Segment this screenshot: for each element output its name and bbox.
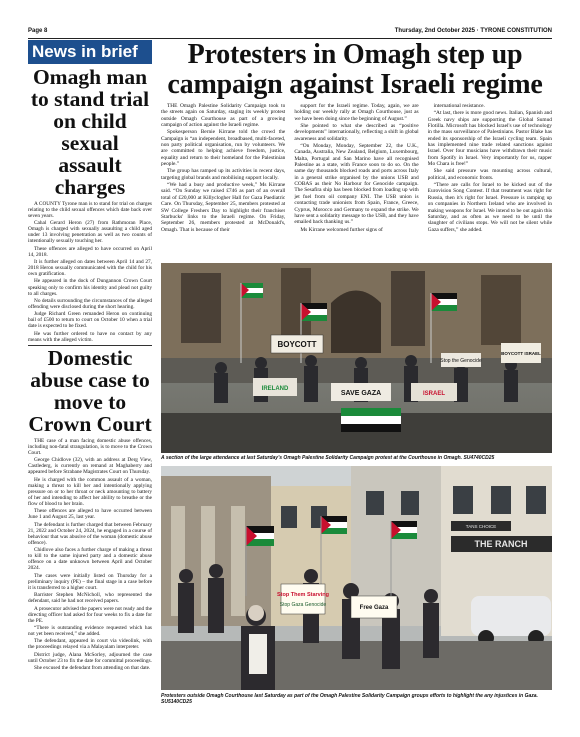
sign-text: Stop the Genocide xyxy=(440,358,482,364)
main-paragraph: The group has ramped up its activities in recent days, targeting global brands and mobilising support locally. xyxy=(161,168,286,181)
shop-sign-text: TANS CHOICE xyxy=(465,524,497,529)
main-paragraph: Spokesperson Bernie Kirrane told the crowd the Campaign is “an independent, broadbased, multi-faceted, non party political organisation, run by volunteers. We are committed to helping achieve freedom, justice, equality and return to their homeland for the Palestinian people.” xyxy=(161,129,286,168)
photo-1-caption: A section of the large attendance at last Saturday's Omagh Palestine Solidarity Campaign protest at the Courthouse in Omagh. SU4740CD25 xyxy=(161,455,495,461)
main-paragraph: She said pressure was mounting across cultural, political, and economic fronts. xyxy=(427,168,552,181)
main-headline: Protesters in Omagh step up campaign against Israeli regime xyxy=(167,39,543,100)
story2-paragraph: A prosecutor advised the papers were not ready and the directing officer had asked for four weeks to fix a date for the PE. xyxy=(28,605,152,624)
story2-headline: Domestic abuse case to move to Crown Court xyxy=(28,345,152,436)
story2-paragraph: “There is outstanding evidence requested which has not yet been received,” she added. xyxy=(28,625,152,638)
story1-paragraph: He was further ordered to have no contact by any means with the alleged victim. xyxy=(28,330,152,343)
story2-paragraph: District judge, Alana McSorley, adjourned the case until October 23 to fix the date for committal proceedings. xyxy=(28,651,152,664)
story2-paragraph: Barrister Stephen McNicholl, who represented the defendant, said he had not received papers. xyxy=(28,592,152,605)
story2-paragraph: The defendant, appeared in court via videolink, with the proceedings relayed via a Malayalam interpreter. xyxy=(28,638,152,651)
story2-paragraph: Chidlove also faces a further charge of making a threat to kill to the same injured party and a domestic abuse offence on a date unknown between April and October 2024. xyxy=(28,547,152,572)
sign-text: Free Gaza xyxy=(359,605,389,611)
main-paragraph: “We had a busy and productive week,” Ms Kirrane said. “On Sunday we raised £746 as part of an overall total of £20,000 at Killyclogher Hall for Gaza Paediatric Care. On Thursday, September 25, members protested at SW College Freshers Day to highlight their franchiser Starbucks' links to the Israeli regime. On Friday, September 26, members protested at McDonald's, Omagh. That is because of their xyxy=(161,182,286,233)
protest-photo-2 xyxy=(161,466,552,690)
story1-paragraph: No details surrounding the circumstances of the alleged offending were disclosed during the short hearing. xyxy=(28,297,152,310)
protest-photo-1-graphic xyxy=(161,263,552,453)
main-story-column-2 xyxy=(294,103,418,261)
page-header xyxy=(28,26,552,39)
news-in-brief-column xyxy=(28,40,152,672)
main-paragraph: “At last, there is more good news. Italian, Spanish and Greek navy ships are supporting the Global Sumud Flotilla. Microsoft has blocked Israel's use of technology in the mass surveillance of Palestinians. Pastor Blake has ended its sponsorship of the Israeli cycling team. Spain has implemented nine trade related sanctions against Israel. Over four musicians have withdrawn their music from Spotify in Israel. Very importantly for us, rapper Mo Chara is free!” xyxy=(427,110,552,168)
story1-paragraph: Cahal Gerard Heron (27) from Rathmoran Place, Omagh is charged with sexually assaulting a child aged under 13 involving penetration as well as two counts of intentionally sexually touching her. xyxy=(28,220,152,245)
story2-paragraph: The defendant is further charged that between February 21, 2022 and October 24, 2024, he engaged in a course of behaviour that was abusive of the woman (domestic abuse offence). xyxy=(28,521,152,546)
story1-paragraph: These offences are alleged to have occurred on April 14, 2018. xyxy=(28,245,152,258)
protest-photo-1 xyxy=(161,263,552,453)
story1-body xyxy=(28,201,152,343)
main-paragraph: international resistance. xyxy=(433,103,485,109)
story2-paragraph: THE case of a man facing domestic abuse offences, including non-fatal strangulation, is to move to the Crown Court. xyxy=(28,437,152,456)
story2-paragraph: These offences are alleged to have occurred between June 1 and August 25, last year. xyxy=(28,508,152,521)
main-paragraph: support for the Israeli regime. Today, again, we are holding our weekly rally at Omagh Courthouse, just as we have been doing since the beginning of August.” xyxy=(294,103,419,122)
news-in-brief-banner: News in brief xyxy=(28,40,152,64)
story1-paragraph: A COUNTY Tyrone man is to stand for trial on charges relating to the child sexual offences which date back over seven years. xyxy=(28,200,152,219)
main-paragraph: “On Monday, Monday, September 22, the U.K., Canada, Australia, New Zealand, Belgium, Luxembourg, Malta, Portugal and San Marino have all recognised Palestine as a state, with France soon to do so. On the same day thousands blocked roads and ports across Italy in a general strike organised by the unions USB and COBAS as their No Harbour for Genocide campaign. The Sesafira ship has been blocked from loading up with jet fuel from oil company ENI. The USB union is contacting trade unionists from Spain, France, Greece, Cyprus, Morocco and Germany to expand the strike. We have sent a solidarity message to the USB, and they have emailed back thanking us.” xyxy=(294,143,419,226)
story2-paragraph: George Chidlove (32), with an address at Derg View, Castlederg, is currently on remand at Maghaberry and appeared before Strabane Magistrates Court on Thursday. xyxy=(28,457,152,476)
story1-paragraph: Judge Richard Green remanded Heron on continuing bail of £500 to return to court on October 10 when a trial date is expected to be fixed. xyxy=(28,311,152,330)
main-paragraph: She pointed to what she described as “positive developments” internationally, reflecting a shift in global awareness and solidarity. xyxy=(294,123,419,142)
sign-text: Stop Gaza Genocide xyxy=(279,602,327,608)
main-paragraph: THE Omagh Palestine Solidarity Campaign took to the streets again on Saturday, staging its weekly protest outside Omagh Courthouse as part of a growing campaign of action against the Israeli regime. xyxy=(161,103,286,129)
story2-paragraph: She excused the defendant from attending on that date. xyxy=(34,665,151,672)
main-story-column-3 xyxy=(428,103,552,261)
sign-text: BOYCOTT xyxy=(277,340,317,349)
story2-paragraph: He is charged with the common assault of a woman, making a threat to kill her and intentionally applying pressure on or to her throat or neck amounting to battery of her and intending to affect her ability to breathe or the flow of blood to her brain. xyxy=(28,476,152,507)
main-paragraph: “There are calls for Israel to be kicked out of the Eurovision Song Contest. If that treatment was right for Russia, then it's right for Israel. Pressure is ramping up on companies in Northern Ireland who are involved in making weapons for Israel. We intend to be out again this Saturday, and as often as we need to be until the slaughter of civilians stops. We will not be silent while Gaza suffers,” she added. xyxy=(427,182,552,233)
shop-sign-text: THE RANCH xyxy=(474,539,528,549)
main-story-column-1 xyxy=(161,103,285,261)
story1-paragraph: It is further alleged on dates between April 14 and 27, 2018 Heron sexually communicated with the child for his own gratification. xyxy=(28,258,152,278)
sign-text: ISRAEL xyxy=(422,391,446,397)
story1-paragraph: He appeared in the dock of Dungannon Crown Court speaking only to confirm his identity and plead not guilty to all charges. xyxy=(28,278,152,297)
page-number: Page 8 xyxy=(28,28,48,34)
sign-text: Stop Them Starving xyxy=(277,592,329,598)
main-story-body xyxy=(161,103,552,261)
sign-text: IRELAND xyxy=(261,386,289,392)
sign-text: BOYCOTT ISRAEL xyxy=(501,351,541,356)
sign-text: SAVE GAZA xyxy=(340,390,382,397)
story2-body xyxy=(28,438,152,672)
issue-date: Thursday, 2nd October 2025 · TYRONE CONSTITUTION xyxy=(394,28,552,34)
story2-paragraph: The cases were initially listed on Thursday for a preliminary inquiry (PE) – the final stage in a case before it is transferred to a higher court. xyxy=(28,572,152,591)
story1-headline: Omagh man to stand trial on child sexual assault charges xyxy=(30,65,150,199)
main-paragraph: Ms Kirrane welcomed further signs of xyxy=(300,226,383,233)
protest-photo-2-graphic xyxy=(161,466,552,690)
photo-2-caption: Protesters outside Omagh Courthouse last Saturday as part of the Omagh Palestine Solidarity Campaign groups efforts to highlight the any injustices in Gaza. SU5140CD25 xyxy=(161,693,538,705)
